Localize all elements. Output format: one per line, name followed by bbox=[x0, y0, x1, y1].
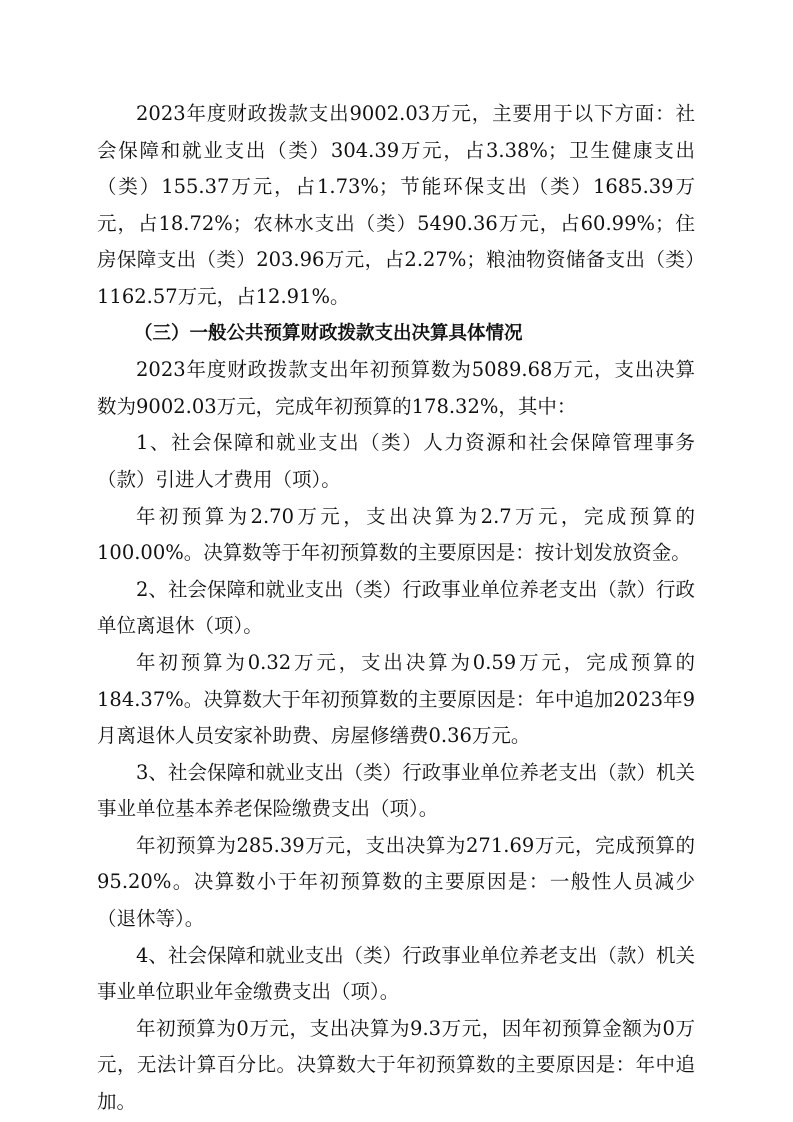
item-4-title: 4、社会保障和就业支出（类）行政事业单位养老支出（款）机关事业单位职业年金缴费支出（项）。 bbox=[97, 943, 695, 1004]
section-heading: （三）一般公共预算财政拨款支出决算具体情况 bbox=[134, 322, 523, 344]
item-1-detail: 年初预算为2.70万元，支出决算为2.7万元，完成预算的100.00%。决算数等于年初预算数的主要原因是：按计划发放资金。 bbox=[97, 504, 695, 565]
item-2-detail: 年初预算为0.32万元，支出决算为0.59万元，完成预算的184.37%。决算数大于年初预算数的主要原因是：年中追加2023年9月离退休人员安家补助费、房屋修缮费0.36万元。 bbox=[97, 650, 695, 748]
summary-paragraph: 2023年度财政拨款支出9002.03万元，主要用于以下方面：社会保障和就业支出（类）304.39万元，占3.38%；卫生健康支出（类）155.37万元，占1.73%；节能环保支出（类）1685.39万元，占18.72%；农林水支出（类）5490.36万元，占60.99%；住房保障支出（类）203.96万元，占2.27%；粮油物资储备支出（类）1162.57万元，占12.91%。 bbox=[97, 102, 695, 308]
item-2-title: 2、社会保障和就业支出（类）行政事业单位养老支出（款）行政单位离退休（项）。 bbox=[97, 577, 695, 638]
item-3-title: 3、社会保障和就业支出（类）行政事业单位养老支出（款）机关事业单位基本养老保险缴费支出（项）。 bbox=[97, 760, 695, 821]
budget-overview-paragraph: 2023年度财政拨款支出年初预算数为5089.68万元，支出决算数为9002.03万元，完成年初预算的178.32%，其中： bbox=[97, 358, 695, 418]
item-4-detail: 年初预算为0万元，支出决算为9.3万元，因年初预算金额为0万元，无法计算百分比。决算数大于年初预算数的主要原因是：年中追加。 bbox=[97, 1016, 695, 1114]
item-1-title: 1、社会保障和就业支出（类）人力资源和社会保障管理事务（款）引进人才费用（项）。 bbox=[97, 431, 695, 491]
item-3-detail: 年初预算为285.39万元，支出决算为271.69万元，完成预算的95.20%。决算数小于年初预算数的主要原因是：一般性人员减少（退休等）。 bbox=[97, 833, 695, 931]
